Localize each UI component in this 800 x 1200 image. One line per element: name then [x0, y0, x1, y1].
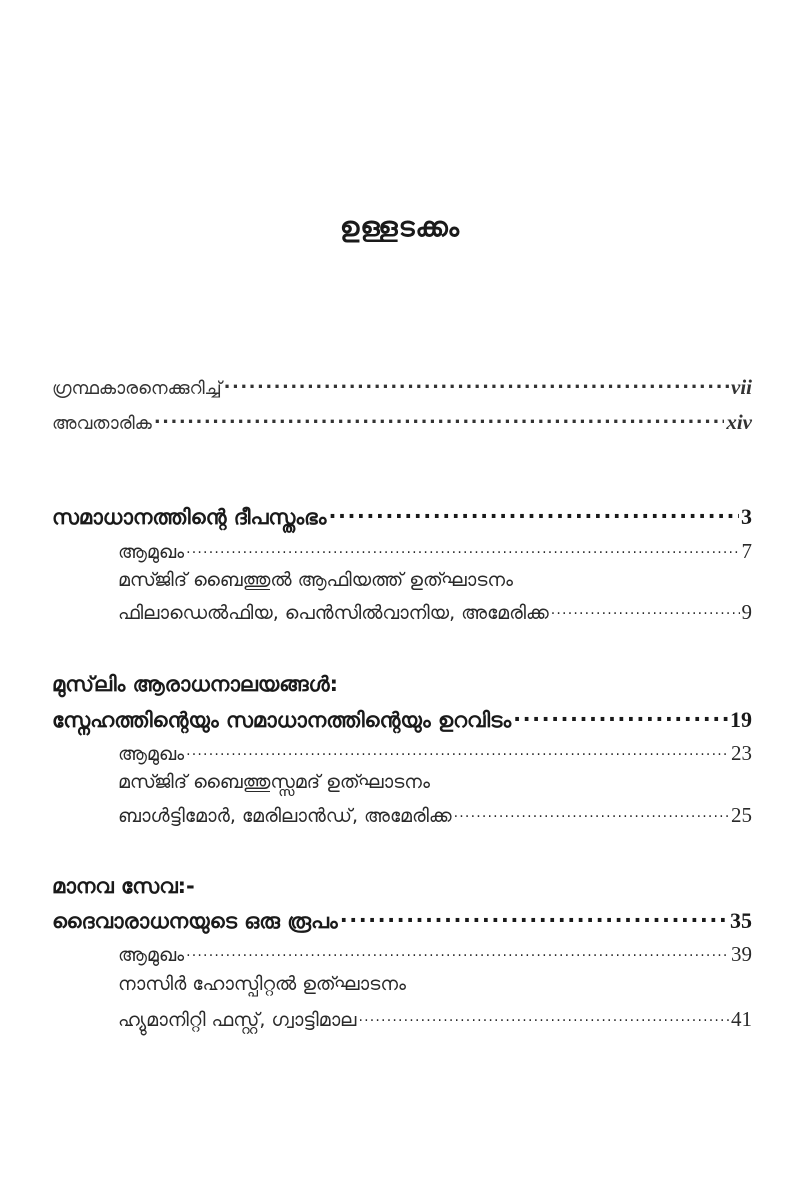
toc-page-number: 3	[741, 504, 752, 529]
toc-page-number: 41	[731, 1007, 752, 1031]
chapter-3-title-line-1: മാനവ സേവ:-	[52, 874, 195, 898]
dot-leader	[340, 907, 728, 928]
toc-entry-label: ഫിലാഡെൽഫിയ, പെൻസിൽവാനിയ, അമേരിക്ക	[118, 602, 549, 624]
toc-page-number: 19	[730, 707, 752, 732]
dot-leader	[186, 741, 729, 760]
toc-chapter-3[interactable]	[52, 907, 752, 934]
toc-page-number: xiv	[726, 410, 752, 434]
toc-page-number: 25	[731, 803, 752, 827]
toc-entry-label: ഗ്രന്ഥകാരനെക്കുറിച്ച്	[52, 378, 222, 399]
toc-entry-about-author[interactable]	[52, 375, 752, 400]
dot-leader	[224, 376, 729, 394]
toc-entry-chapter-2-speech-line-1: മസ്ജിദ് ബൈത്തുസ്സമദ് ഉത്ഘാടനം	[118, 771, 430, 793]
toc-chapter-2[interactable]	[52, 706, 752, 733]
chapter-title: ദൈവാരാധനയുടെ ഒരു രൂപം	[52, 909, 338, 933]
toc-entry-chapter-1-intro[interactable]	[118, 539, 752, 564]
toc-entry-chapter-3-intro[interactable]	[118, 942, 752, 967]
toc-entry-label: ആമുഖം	[118, 944, 185, 966]
toc-page-number: vii	[731, 375, 752, 399]
chapter-title: സമാധാനത്തിന്റെ ദീപസ്തംഭം	[52, 505, 327, 529]
toc-page-number: 35	[730, 908, 752, 933]
toc-entry-label: ആമുഖം	[118, 743, 185, 765]
toc-page-number: 23	[731, 741, 752, 765]
dot-leader	[513, 706, 728, 727]
dot-leader	[358, 1007, 729, 1026]
dot-leader	[454, 803, 729, 822]
dot-leader	[186, 539, 739, 558]
toc-entry-chapter-2-speech[interactable]	[118, 803, 752, 828]
toc-entry-label: അവതാരിക	[52, 413, 152, 434]
toc-entry-chapter-1-speech[interactable]	[118, 600, 752, 625]
page-title: ഉള്ളടക്കം	[339, 212, 461, 243]
chapter-title: സ്നേഹത്തിന്റെയും സമാധാനത്തിന്റെയും ഉറവിടം	[52, 708, 512, 732]
dot-leader	[551, 600, 740, 619]
toc-entry-label: ഹ്യുമാനിറ്റി ഫസ്റ്റ്, ഗ്വാട്ടിമാല	[118, 1009, 357, 1031]
toc-chapter-1[interactable]	[52, 503, 752, 530]
toc-entry-chapter-1-speech-line-1: മസ്ജിദ് ബൈത്തുൽ ആഫിയത്ത് ഉത്ഘാടനം	[118, 569, 513, 591]
toc-entry-chapter-3-speech[interactable]	[118, 1007, 752, 1032]
toc-page-number: 9	[741, 600, 752, 624]
toc-page-number: 39	[731, 942, 752, 966]
dot-leader	[186, 942, 729, 961]
toc-entry-chapter-2-intro[interactable]	[118, 741, 752, 766]
toc-entry-preface[interactable]	[52, 410, 752, 435]
toc-entry-chapter-3-speech-line-1: നാസിർ ഹോസ്പിറ്റൽ ഉത്ഘാടനം	[118, 973, 406, 995]
dot-leader	[328, 503, 739, 524]
toc-page-number: 7	[741, 539, 752, 563]
chapter-2-title-line-1: മുസ്‌ലിം ആരാധനാലയങ്ങൾ:	[52, 672, 339, 696]
dot-leader	[154, 411, 725, 429]
toc-entry-label: ബാൾട്ടിമോർ, മേരിലാൻഡ്, അമേരിക്ക	[118, 805, 452, 827]
toc-entry-label: ആമുഖം	[118, 541, 185, 563]
